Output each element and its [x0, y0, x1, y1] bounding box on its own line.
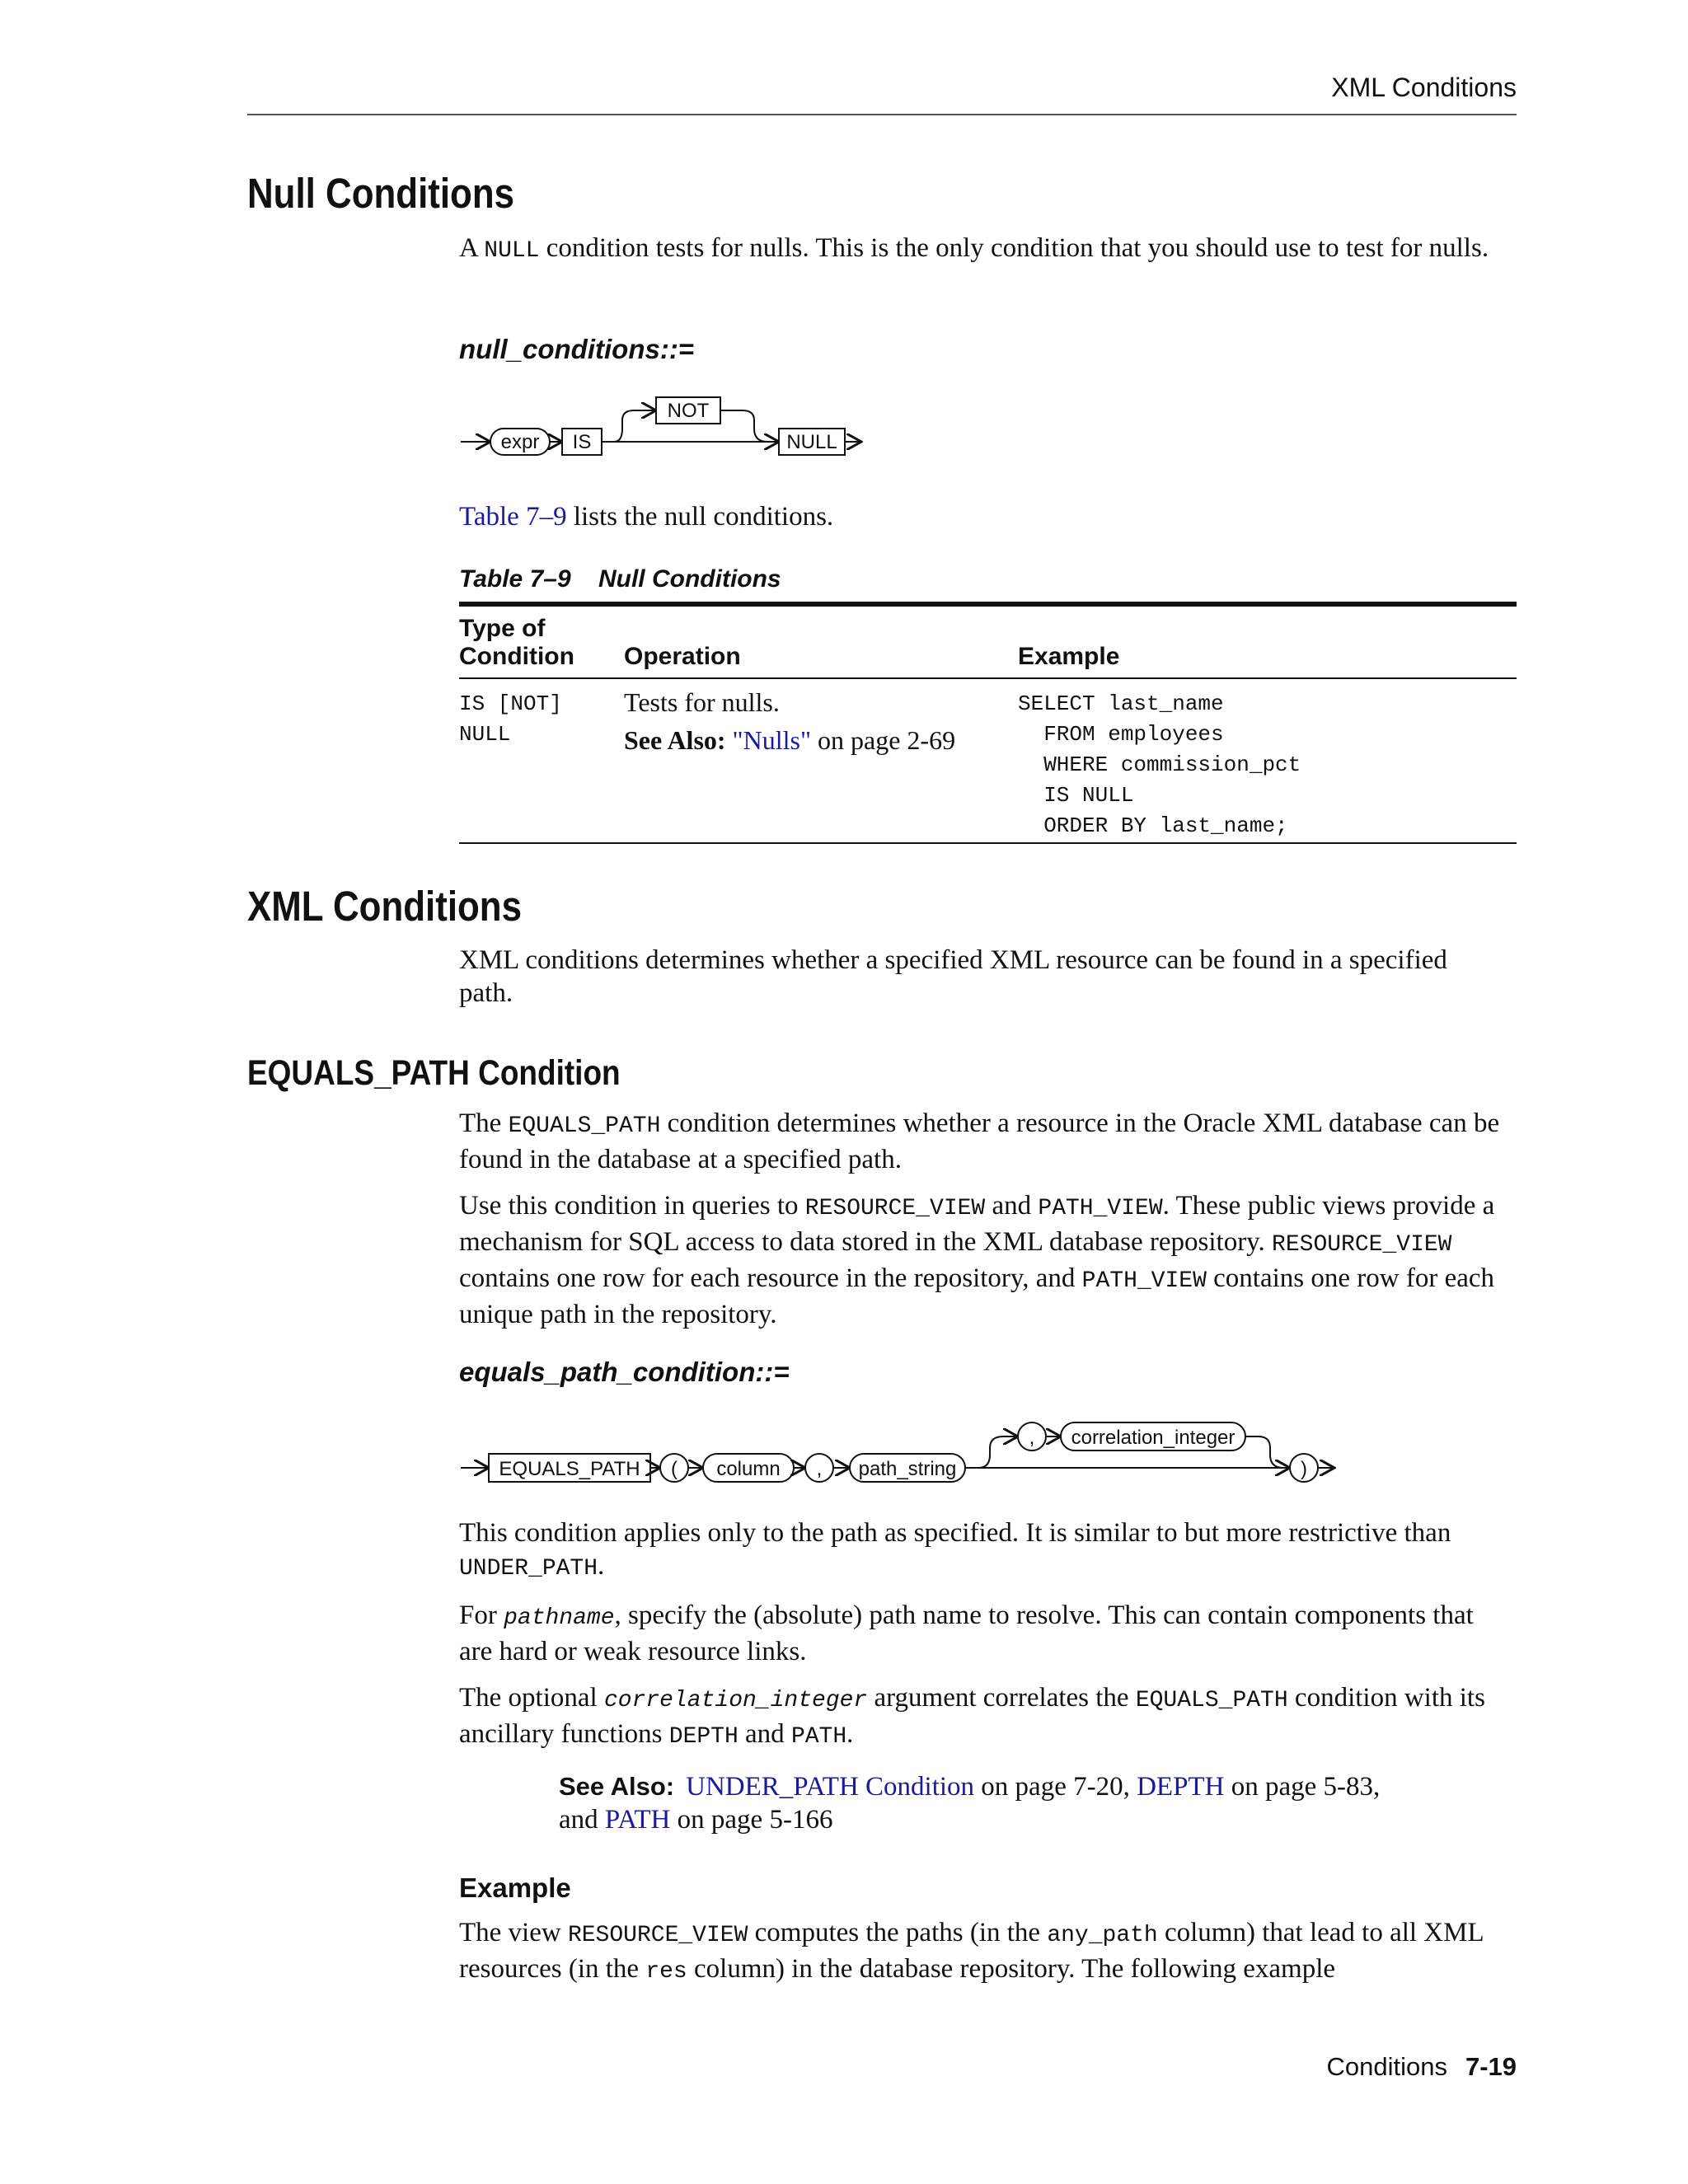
svg-text:path_string: path_string: [858, 1458, 957, 1480]
header-rule: [247, 114, 1517, 115]
svg-text:correlation_integer: correlation_integer: [1071, 1427, 1236, 1449]
equals-path-syntax-diagram: [457, 1405, 1348, 1496]
svg-text:EQUALS_PATH: EQUALS_PATH: [499, 1458, 640, 1480]
subsection-title-equals-path: EQUALS_PATH Condition: [247, 1053, 621, 1093]
null-conditions-syntax-diagram: [457, 387, 886, 478]
svg-text:column: column: [716, 1458, 781, 1480]
null-intro-paragraph: A NULL condition tests for nulls. This is the only condition that you should use to test for nulls.: [459, 233, 1489, 264]
path-link[interactable]: PATH: [604, 1805, 671, 1835]
xml-intro-paragraph: XML conditions determines whether a specified XML resource can be found in a specified path.: [459, 945, 1447, 1008]
footer-chapter: Conditions: [1326, 2052, 1447, 2081]
table-cell-type: IS [NOT] NULL: [459, 691, 562, 747]
page-footer: [1071, 2052, 1517, 2082]
svg-text:,: ,: [1029, 1427, 1035, 1449]
table-header-rule: [459, 677, 1517, 679]
section-title-xml-conditions: XML Conditions: [247, 883, 522, 930]
example-paragraph: The view RESOURCE_VIEW computes the paths (in the any_path column) that lead to all XML resources (in the res column) in the database repository. The following example: [459, 1918, 1484, 1985]
svg-text:NULL: NULL: [786, 431, 837, 453]
nulls-link[interactable]: "Nulls": [732, 725, 812, 755]
table-header-example: Example: [1018, 643, 1120, 670]
table-cell-see-also: See Also: "Nulls" on page 2-69: [624, 725, 956, 755]
table-header-operation: Operation: [624, 643, 741, 670]
svg-text:): ): [1301, 1458, 1307, 1480]
svg-text:expr: expr: [500, 431, 540, 453]
table-cell-operation: Tests for nulls. See Also: "Nulls" on page 2-69: [624, 686, 1003, 757]
table-top-rule: [459, 602, 1517, 607]
svg-text:IS: IS: [572, 431, 592, 453]
table-header-type: Type of Condition: [459, 615, 574, 670]
running-header: XML Conditions: [1331, 73, 1517, 102]
table-reference-sentence: Table 7–9 lists the null conditions.: [459, 502, 834, 532]
svg-text:(: (: [671, 1458, 678, 1480]
equals-path-syntax-title: equals_path_condition::=: [459, 1357, 790, 1387]
svg-text:NOT: NOT: [667, 400, 710, 422]
footer-page-number: 7-19: [1465, 2052, 1517, 2081]
equals-path-paragraph-4: For pathname, specify the (absolute) path name to resolve. This can contain components that are hard or weak resource links.: [459, 1601, 1474, 1666]
null-syntax-title: null_conditions::=: [459, 334, 695, 364]
svg-text:,: ,: [816, 1458, 823, 1480]
table-7-9-link[interactable]: Table 7–9: [459, 502, 567, 532]
depth-link[interactable]: DEPTH: [1137, 1772, 1225, 1802]
equals-path-paragraph-1: The EQUALS_PATH condition determines whether a resource in the Oracle XML database can be found in the database at a specified path.: [459, 1108, 1500, 1174]
table-cell-example-code: SELECT last_name FROM employees WHERE commission_pct IS NULL ORDER BY last_name;: [1018, 691, 1301, 838]
table-caption: Table 7–9 Null Conditions: [459, 565, 781, 593]
table-bottom-rule: [459, 842, 1517, 844]
equals-path-paragraph-2: Use this condition in queries to RESOURCE_VIEW and PATH_VIEW. These public views provide a mechanism for SQL access to data stored in the XML database repository. RESOURCE_VIEW contains one row for each resource in the repository, and PATH_VIEW contains one row for each unique path in the repository.: [459, 1191, 1495, 1329]
under-path-link[interactable]: UNDER_PATH Condition: [686, 1772, 975, 1802]
example-heading: Example: [459, 1872, 571, 1903]
section-title-null-conditions: Null Conditions: [247, 170, 515, 217]
equals-path-paragraph-5: The optional correlation_integer argument correlates the EQUALS_PATH condition with its ancillary functions DEPTH and PATH.: [459, 1683, 1485, 1750]
see-also-block: See Also: UNDER_PATH Condition on page 7-20, DEPTH on page 5-83, and PATH on page 5-166: [559, 1772, 1381, 1835]
equals-path-paragraph-3: This condition applies only to the path as specified. It is similar to but more restrictive than UNDER_PATH.: [459, 1518, 1451, 1582]
